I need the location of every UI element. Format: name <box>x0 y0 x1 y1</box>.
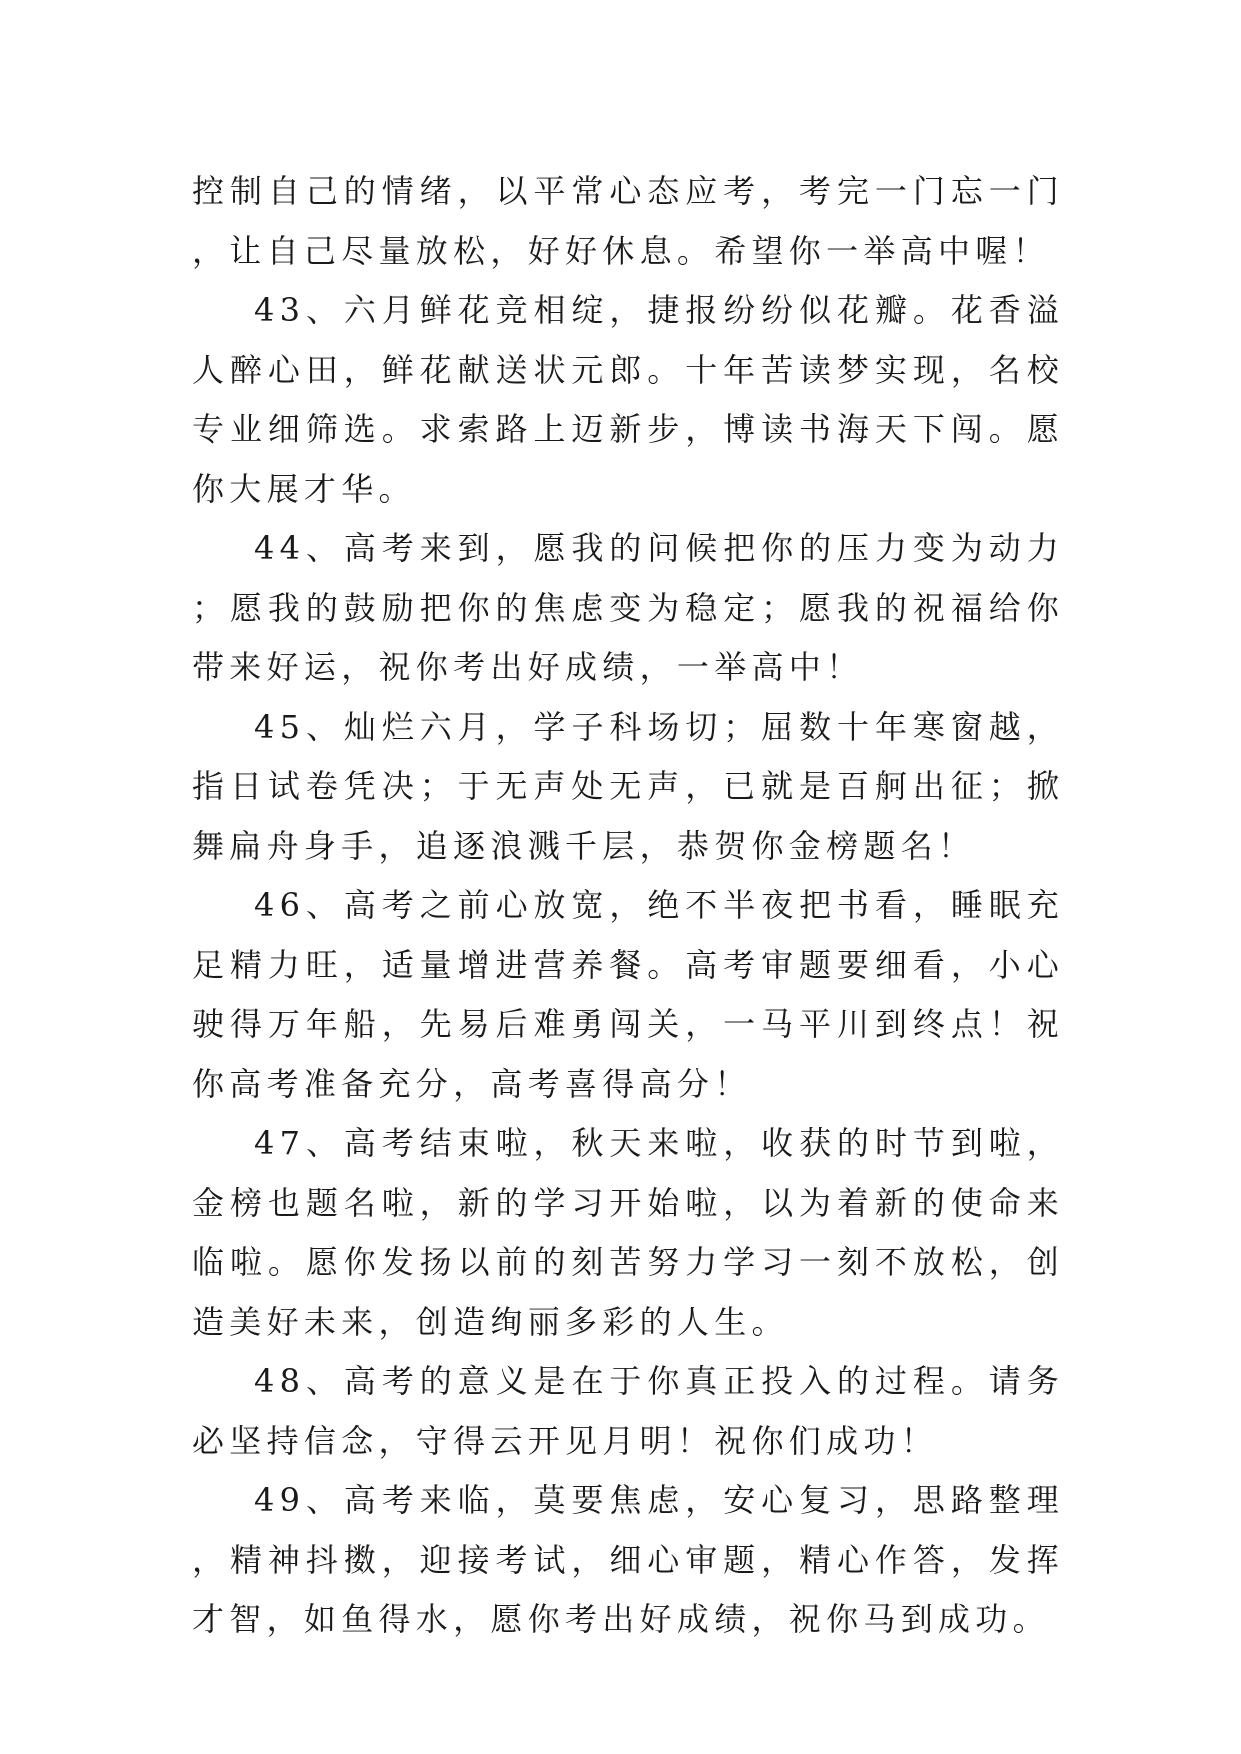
document-body <box>192 162 1064 1650</box>
paragraph-45: 45、灿烂六月，学子科场切；屈数十年寒窗越，指日试卷凭决；于无声处无声，已就是百舸出征；掀舞扁舟身手，追逐浪溅千层，恭贺你金榜题名！ <box>192 707 1064 865</box>
paragraph-continuation: 控制自己的情绪，以平常心态应考，考完一门忘一门，让自己尽量放松，好好休息。希望你一举高中喔！ <box>192 172 1064 270</box>
paragraph-49: 49、高考来临，莫要焦虑，安心复习，思路整理，精神抖擞，迎接考试，细心审题，精心作答，发挥才智，如鱼得水，愿你考出好成绩，祝你马到成功。 <box>192 1481 1064 1638</box>
paragraph-43: 43、六月鲜花竞相绽，捷报纷纷似花瓣。花香溢人醉心田，鲜花献送状元郎。十年苦读梦实现，名校专业细筛选。求索路上迈新步，博读书海天下闯。愿你大展才华。 <box>192 291 1064 508</box>
paragraph-48: 48、高考的意义是在于你真正投入的过程。请务必坚持信念，守得云开见月明！祝你们成功！ <box>192 1362 1064 1460</box>
paragraph-46: 46、高考之前心放宽，绝不半夜把书看，睡眠充足精力旺，适量增进营养餐。高考审题要细看，小心驶得万年船，先易后难勇闯关，一马平川到终点！祝你高考准备充分，高考喜得高分！ <box>192 886 1064 1103</box>
paragraph-44: 44、高考来到，愿我的问候把你的压力变为动力；愿我的鼓励把你的焦虑变为稳定；愿我的祝福给你带来好运，祝你考出好成绩，一举高中！ <box>192 529 1064 686</box>
paragraph-47: 47、高考结束啦，秋天来啦，收获的时节到啦，金榜也题名啦，新的学习开始啦，以为着新的使命来临啦。愿你发扬以前的刻苦努力学习一刻不放松，创造美好未来，创造绚丽多彩的人生。 <box>192 1124 1064 1341</box>
